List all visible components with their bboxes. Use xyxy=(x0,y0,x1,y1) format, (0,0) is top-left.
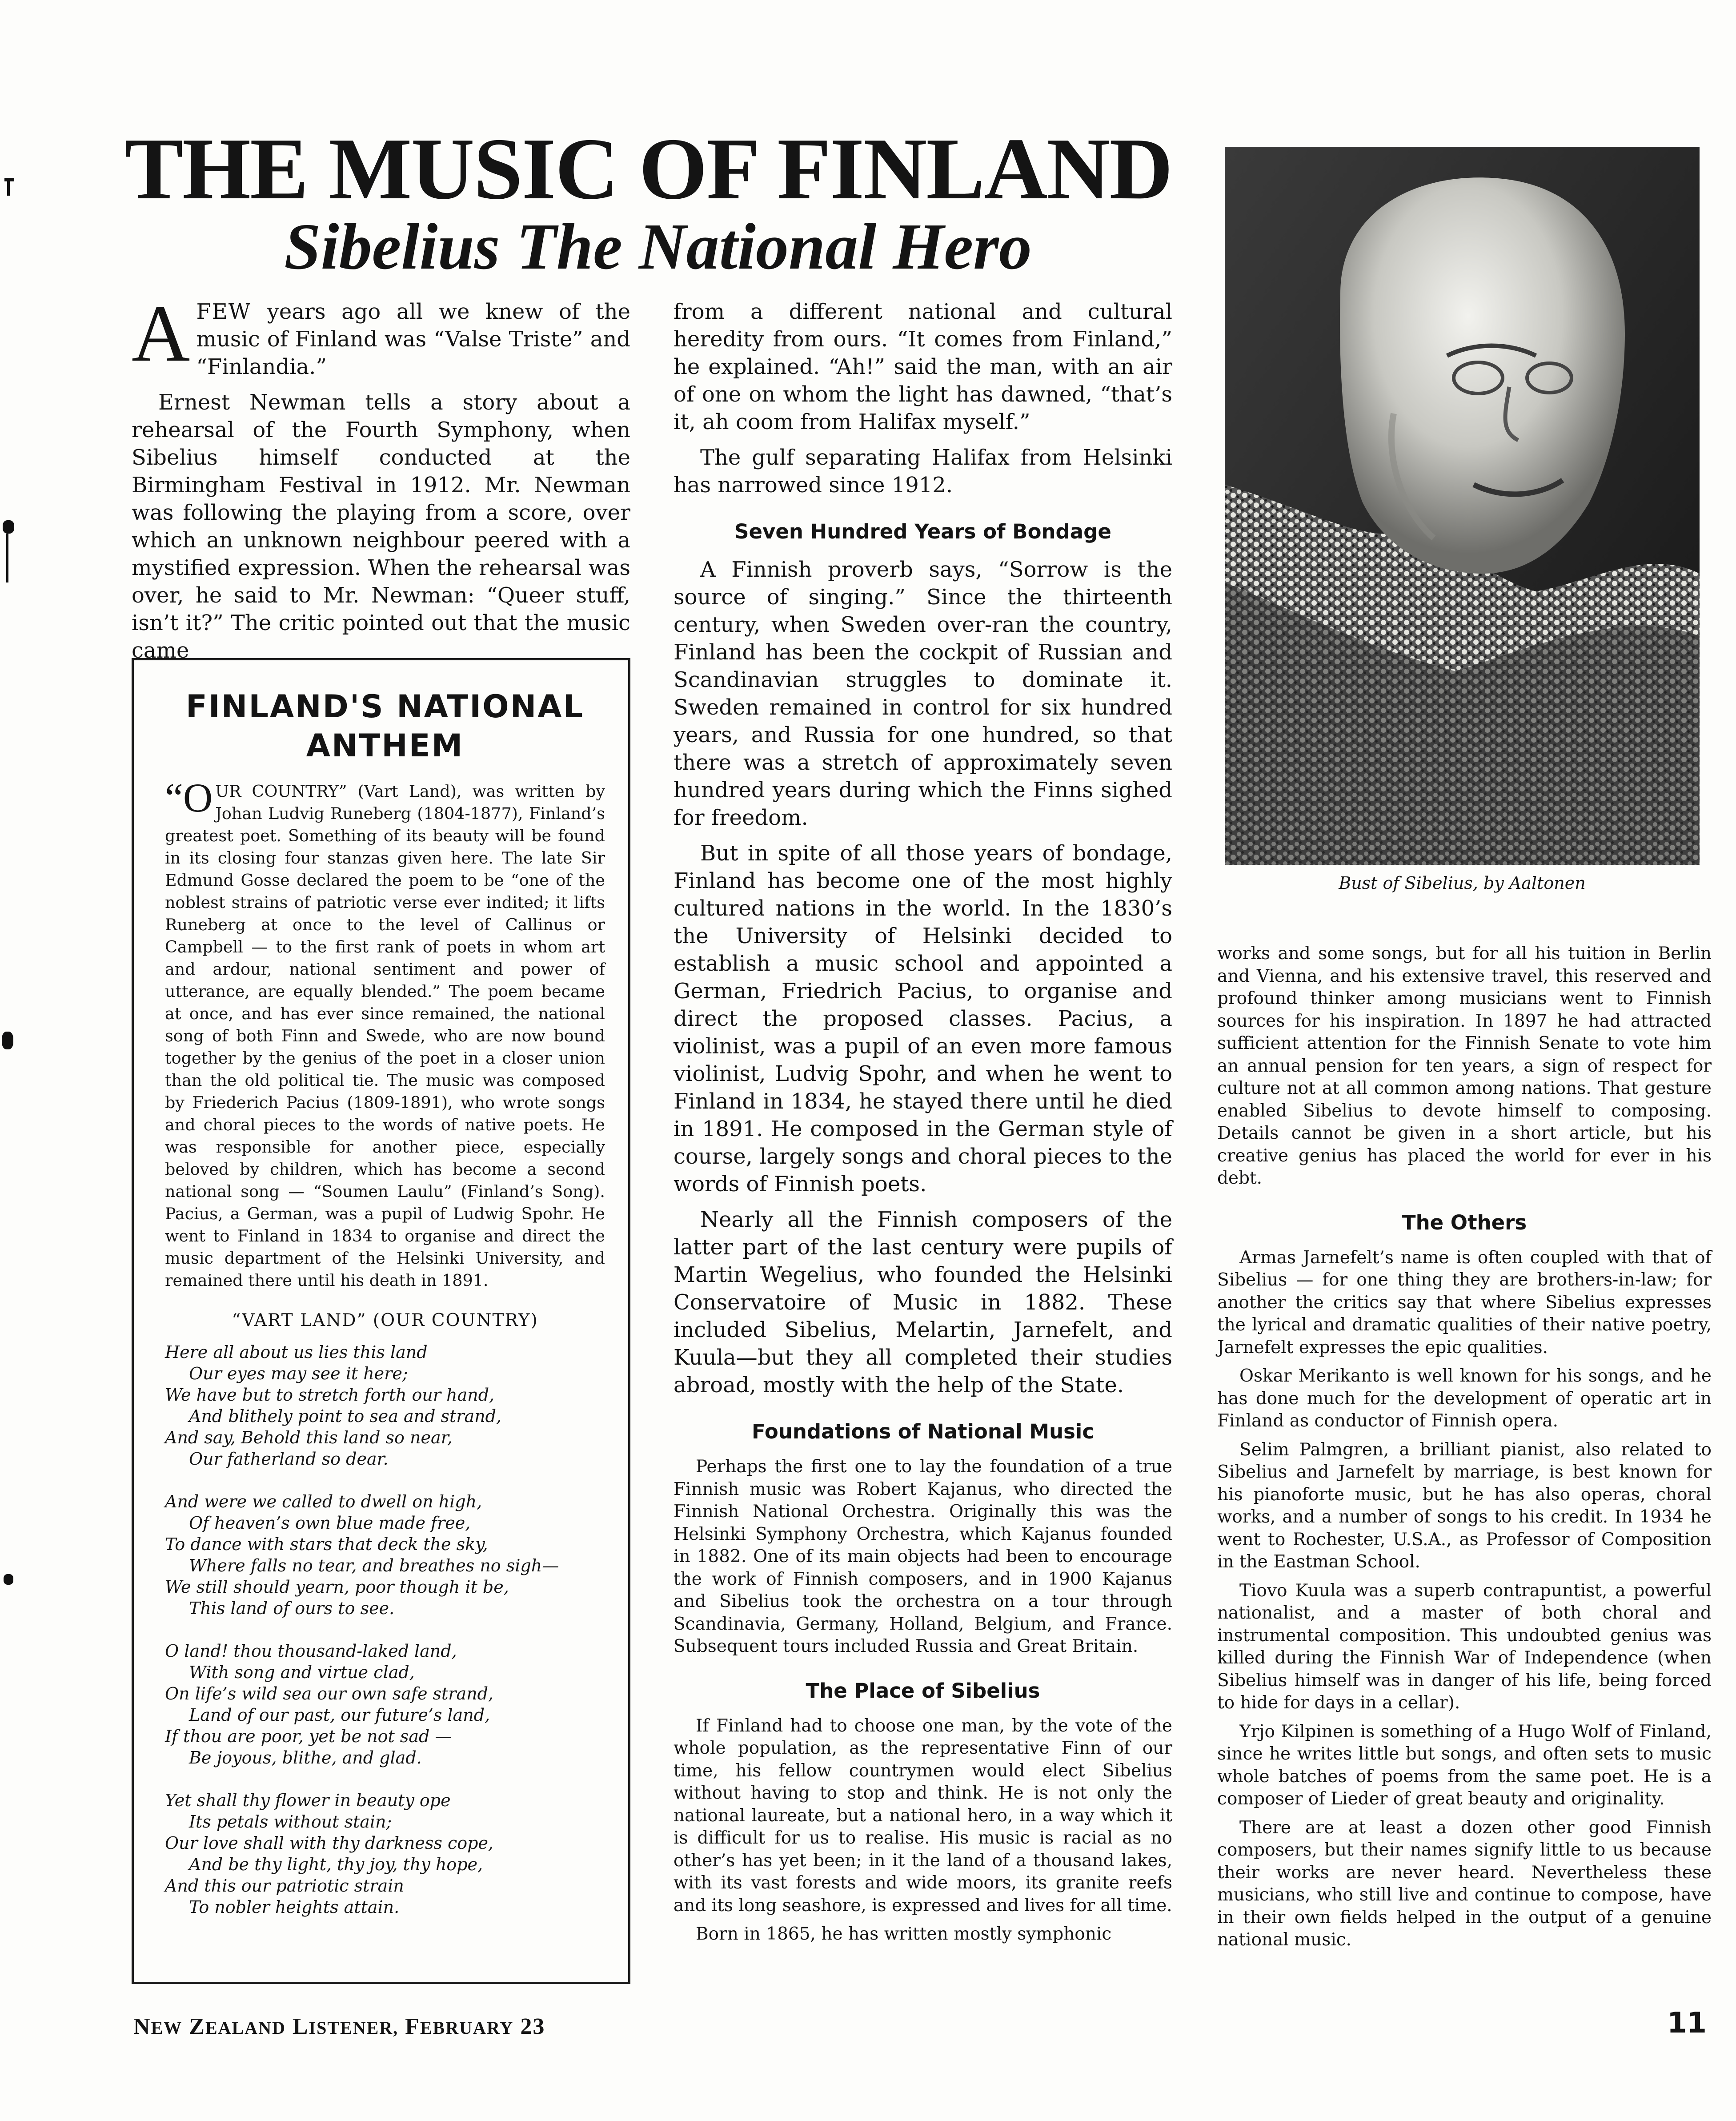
pub-smallcaps: EW xyxy=(151,2018,183,2038)
poem-line: And be thy light, thy joy, thy hope, xyxy=(189,1855,483,1874)
pub-date: 23 xyxy=(513,2014,545,2039)
col2-small-text xyxy=(674,1715,1172,1946)
poem-line: We have but to stretch forth our hand, xyxy=(165,1385,495,1405)
column-3 xyxy=(1217,943,1712,1952)
publication-line xyxy=(133,2013,545,2041)
pub-initial: N xyxy=(133,2014,151,2039)
col3-paragraph: There are at least a dozen other good Finnish composers, but their names signify little to us because their works are never heard. Nevertheless these musicians, who still live and continue to compose, have in their own fields helped in the output of a genuine national music. xyxy=(1217,1817,1712,1950)
page-number: 11 xyxy=(1667,2007,1707,2040)
poem xyxy=(165,1342,605,1918)
poem-line: Be joyous, blithe, and glad. xyxy=(189,1748,422,1768)
column-2 xyxy=(674,298,1172,1946)
pub-initial: F xyxy=(398,2014,420,2039)
section-heading-place-of-sibelius: The Place of Sibelius xyxy=(806,1679,1040,1703)
anthem-body: UR COUNTRY” (Vart Land), was written by Johan Ludvig Runeberg (1804-1877), Finland’s greatest poet. Something of its beauty will be found in its closing four stanzas given here. The late Sir Edmund Gosse declared the poem to be “one of the noblest strains of patriotic verse ever indited; it lifts Runeberg at once to the level of Callinus or Campbell — to the first rank of poets in whom art and ardour, national sentiment and power of utterance, are equally blended.” The poem became at once, and has ever since remained, the national song of both Finn and Swede, who are now bound together by the genius of the poet in a closer union than the old political tie. The music was composed by Friederich Pacius (1809-1891), who wrote songs and choral pieces to the words of native poets. He was responsible for another piece, especially beloved by children, which has become a second national song — “Soumen Laulu” (Finland’s Song). Pacius, a German, was a pupil of Ludwig Spohr. He went to Finland in 1834 to organise and direct the music department of the Helsinki University, and remained there until his death in 1891. xyxy=(165,782,605,1290)
poem-line: Our love shall with thy darkness cope, xyxy=(165,1833,494,1853)
scan-mark xyxy=(2,1032,13,1049)
poem-line: Here all about us lies this land xyxy=(165,1342,428,1362)
pub-smallcaps: EBRUARY xyxy=(420,2018,514,2038)
poem-line: Its petals without stain; xyxy=(189,1812,392,1832)
poem-stanza xyxy=(165,1491,605,1619)
poem-line: To nobler heights attain. xyxy=(189,1897,400,1917)
poem-stanza xyxy=(165,1790,605,1918)
col3-paragraph: works and some songs, but for all his tuition in Berlin and Vienna, and his extensive travel, this reserved and profound thinker among musicians went to Finnish sources for his inspiration. In 1897 he had attracted sufficient attention for the Finnish Senate to vote him an annual pension for ten years, a sign of respect for culture not at all common among nations. That gesture enabled Sibelius to devote himself to composing. Details cannot be given in a short article, but his creative genius has placed the world for ever in his debt. xyxy=(1217,944,1712,1188)
section-heading-foundations: Foundations of National Music xyxy=(751,1420,1095,1443)
bust-photo-image xyxy=(1225,147,1700,865)
poem-line: And were we called to dwell on high, xyxy=(165,1492,482,1511)
anthem-box-text xyxy=(165,775,605,1292)
lead-caps: FEW xyxy=(196,299,252,324)
poem-line: This land of ours to see. xyxy=(189,1599,395,1618)
poem-line: Yet shall thy flower in beauty ope xyxy=(165,1791,451,1810)
col2-small-text xyxy=(674,1456,1172,1658)
poem-line: And this our patriotic strain xyxy=(165,1876,404,1896)
col2-paragraph: Born in 1865, he has written mostly symphonic xyxy=(696,1924,1112,1944)
col3-paragraph: Oskar Merikanto is well known for his songs, and he has done much for the development of operatic art in Finland as conductor of Finnish opera. xyxy=(1217,1366,1712,1431)
poem-title: “VART LAND” (OUR COUNTRY) xyxy=(232,1310,538,1330)
pub-smallcaps: ISTENER, xyxy=(309,2018,399,2038)
intro-text: years ago all we knew of the music of Finland was “Valse Triste” and “Finlandia.” xyxy=(196,299,630,379)
scan-mark xyxy=(6,534,8,582)
poem-line: On life’s wild sea our own safe strand, xyxy=(165,1684,493,1703)
pub-initial: Z xyxy=(182,2014,205,2039)
col2-paragraph: If Finland had to choose one man, by the vote of the whole population, as the representative Finn of our time, his fellow countrymen would elect Sibelius without having to stop and think. He is not only the national laureate, but a national hero, in a way which it is difficult for us to realise. His music is racial as no other’s has yet been; in it the land of a thousand lakes, with its vast forests and wide moors, its granite reefs and its long seashore, is expressed and lives for all time. xyxy=(674,1715,1172,1916)
section-heading-the-others: The Others xyxy=(1402,1210,1527,1234)
poem-line: Our fatherland so dear. xyxy=(189,1449,389,1469)
col2-paragraph: But in spite of all those years of bondage, Finland has become one of the most highly cultured nations in the world. In the 1830’s the University of Helsinki decided to establish a music school and appointed a German, Friedrich Pacius, to organise and direct the proposed classes. Pacius, a violinist, was a pupil of an even more famous violinist, Ludvig Spohr, and when he went to Finland in 1834, he stayed there until he died in 1891. He composed in the German style of course, largely songs and choral pieces to the words of Finnish poets. xyxy=(674,841,1172,1197)
photo-caption: Bust of Sibelius, by Aaltonen xyxy=(1339,873,1586,893)
poem-line: Of heaven’s own blue made free, xyxy=(189,1513,471,1533)
bust-photo xyxy=(1225,147,1700,865)
poem-stanza xyxy=(165,1640,605,1768)
col2-paragraph: The gulf separating Halifax from Helsinki has narrowed since 1912. xyxy=(674,445,1172,498)
scan-mark xyxy=(3,520,14,534)
poem-line: With song and virtue clad, xyxy=(189,1663,415,1682)
pub-initial: L xyxy=(285,2014,309,2039)
poem-line: We still should yearn, poor though it be, xyxy=(165,1577,509,1597)
scan-mark xyxy=(7,178,10,196)
col3-paragraph: Tiovo Kuula was a superb contrapuntist, a powerful nationalist, and a master of both choral and instrumental composition. This undoubted genius was killed during the Finnish War of Independence (when Sibelius himself was in danger of his life, being forced to hide for days in a cellar). xyxy=(1217,1580,1712,1713)
poem-line: Where falls no tear, and breathes no sigh— xyxy=(189,1556,559,1575)
poem-line: Land of our past, our future’s land, xyxy=(189,1705,490,1725)
article-title: THE MUSIC OF FINLAND xyxy=(124,120,1172,217)
col2-paragraph: A Finnish proverb says, “Sorrow is the source of singing.” Since the thirteenth century, when Sweden over-ran the country, Finland has been the cockpit of Russian and Scandinavian struggles to dominate it. Sweden remained in control for six hundred years, and Russia for one hundred, so that there was a stretch of approximately seven hundred years during which the Finns sighed for freedom. xyxy=(674,557,1172,830)
col3-paragraph: Selim Palmgren, a brilliant pianist, also related to Sibelius and Jarnefelt by marriage, is best known for his pianoforte music, but he has also operas, choral works, and a number of songs to his credit. In 1934 he went to Rochester, U.S.A., as Professor of Composition in the Eastman School. xyxy=(1217,1439,1712,1572)
anthem-drop-cap: “O xyxy=(165,775,213,820)
poem-line: If thou are poor, yet be not sad — xyxy=(165,1727,452,1746)
article-subtitle: Sibelius The National Hero xyxy=(284,210,1032,283)
intro-paragraph xyxy=(132,289,630,381)
col2-paragraph: Perhaps the first one to lay the foundation of a true Finnish music was Robert Kajanus, who directed the Finnish National Orchestra. Originally this was the Helsinki Symphony Orchestra, which Kajanus founded in 1882. One of its main objects had been to encourage the work of Finnish composers, and in 1900 Kajanus and Sibelius took the orchestra on a tour through Scandinavia, Germany, Holland, Belgium, and France. Subsequent tours included Russia and Great Britain. xyxy=(674,1457,1172,1656)
poem-line: To dance with stars that deck the sky, xyxy=(165,1535,488,1554)
column-1-intro xyxy=(132,289,630,664)
poem-line: O land! thou thousand-laked land, xyxy=(165,1641,457,1661)
anthem-box xyxy=(132,658,630,1984)
col2-paragraph: from a different national and cultural heredity from ours. “It comes from Finland,” he explained. “Ah!” said the man, with an air of one on whom the light has dawned, “that’s it, ah coom from Halifax myself.” xyxy=(674,299,1172,434)
poem-line: And blithely point to sea and strand, xyxy=(189,1406,502,1426)
col2-paragraph: Nearly all the Finnish composers of the latter part of the last century were pupils of Martin Wegelius, who founded the Helsinki Conservatoire of Music in 1882. These included Sibelius, Melartin, Jarnefelt, and Kuula—but they all completed their studies abroad, mostly with the help of the State. xyxy=(674,1207,1172,1398)
pub-smallcaps: EALAND xyxy=(205,2018,286,2038)
scan-mark xyxy=(4,1574,13,1585)
col3-paragraph: Yrjo Kilpinen is something of a Hugo Wolf of Finland, since he writes little but songs, and often sets to music whole batches of poems from the same poet. He is a composer of Lieder of great beauty and originality. xyxy=(1217,1721,1712,1809)
newman-paragraph: Ernest Newman tells a story about a rehearsal of the Fourth Symphony, when Sibelius himself conducted at the Birmingham Festival in 1912. Mr. Newman was following the playing from a score, over which an unknown neighbour peered with a mystified expression. When the rehearsal was over, he said to Mr. Newman: “Queer stuff, isn’t it?” The critic pointed out that the music came xyxy=(132,390,630,663)
anthem-box-title: FINLAND'S NATIONAL ANTHEM xyxy=(185,688,585,764)
poem-line: And say, Behold this land so near, xyxy=(165,1428,453,1447)
section-heading-bondage: Seven Hundred Years of Bondage xyxy=(734,520,1111,543)
poem-line: Our eyes may see it here; xyxy=(189,1364,408,1383)
col3-paragraph: Armas Jarnefelt’s name is often coupled with that of Sibelius — for one thing they are brothers-in-law; for another the critics say that where Sibelius expresses the lyrical and dramatic qualities of their native poetry, Jarnefelt expresses the epic qualities. xyxy=(1217,1247,1712,1358)
drop-cap: A xyxy=(132,289,190,378)
poem-stanza xyxy=(165,1342,605,1470)
